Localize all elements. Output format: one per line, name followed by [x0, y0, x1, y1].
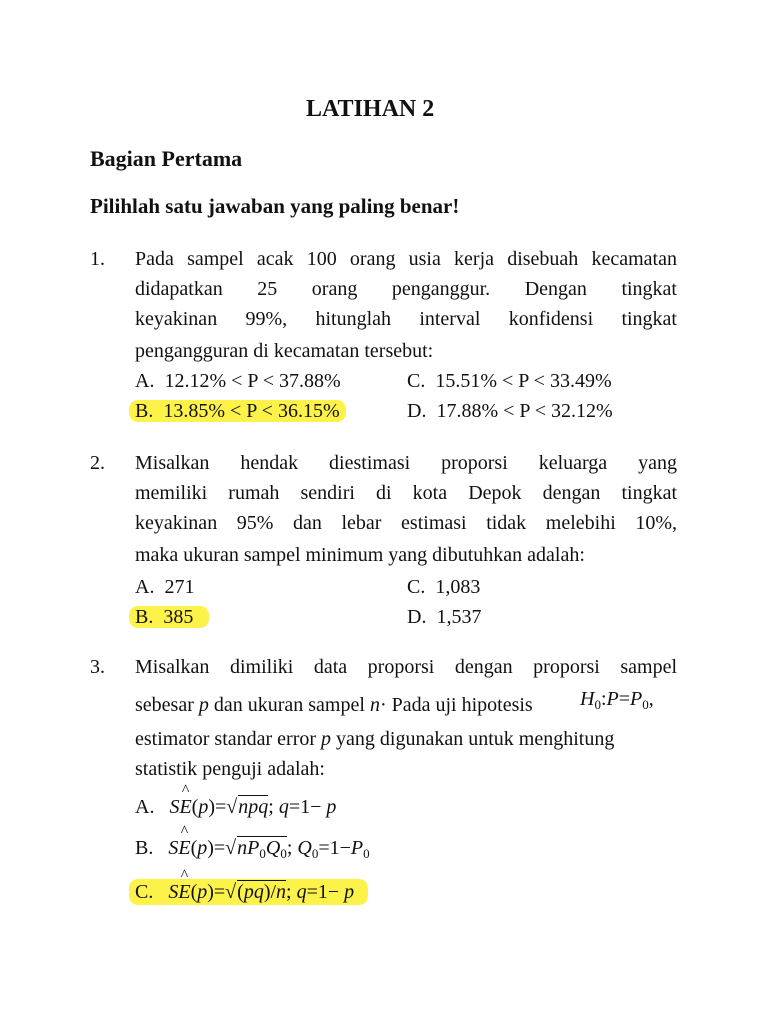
option-label: C. [407, 576, 426, 598]
question-text-line: Pada sampel acak 100 orang usia kerja disebuah kecamatan [135, 248, 677, 270]
option-text: 271 [164, 576, 195, 598]
answer-option-b[interactable] [135, 836, 370, 862]
option-label: B. [135, 606, 154, 628]
question-text-line: memiliki rumah sendiri di kota Depok dengan tingkat [135, 482, 677, 504]
option-text: 385 [163, 606, 194, 628]
question-text-line: Misalkan dimiliki data proporsi dengan proporsi sampel [135, 656, 677, 678]
question-text-line: keyakinan 99%, hitunglah interval konfidensi tingkat [135, 308, 677, 330]
option-label: A. [135, 576, 155, 598]
answer-option-a[interactable] [135, 572, 194, 602]
option-label: B. [135, 837, 154, 859]
option-text: 13.85% < P < 36.15% [163, 400, 340, 422]
question-text-line: maka ukuran sampel minimum yang dibutuhkan adalah: [135, 544, 585, 566]
answer-option-d[interactable] [407, 396, 613, 426]
page-title: LATIHAN 2 [306, 96, 435, 122]
question-text-line: Misalkan hendak diestimasi proporsi keluarga yang [135, 452, 677, 474]
option-text: 15.51% < P < 33.49% [435, 370, 612, 392]
option-label: D. [407, 400, 427, 422]
question-text-line: statistik penguji adalah: [135, 758, 325, 780]
option-text: 17.88% < P < 32.12% [436, 400, 613, 422]
text-fragment: estimator standar error [135, 728, 317, 750]
text-fragment: Pada uji hipotesis [391, 694, 533, 716]
question-text-line: didapatkan 25 orang penganggur. Dengan tingkat [135, 278, 677, 300]
question-number: 1. [90, 248, 105, 270]
answer-option-a[interactable] [135, 795, 336, 819]
symbol-p: p [198, 694, 209, 716]
option-text: 12.12% < P < 37.88% [164, 370, 341, 392]
symbol-p: p [321, 728, 332, 750]
instruction-text: Pilihlah satu jawaban yang paling benar! [90, 194, 460, 218]
option-label: C. [135, 881, 154, 903]
answer-option-c[interactable] [407, 366, 612, 396]
answer-option-c[interactable] [407, 572, 480, 602]
text-fragment: yang digunakan untuk menghitung [336, 728, 615, 750]
highlighted-answer [129, 606, 209, 628]
question-number: 2. [90, 452, 105, 474]
option-label: C. [407, 370, 426, 392]
option-label: D. [407, 606, 427, 628]
question-text-line [135, 724, 614, 754]
question-number: 3. [90, 656, 105, 678]
answer-option-a[interactable] [135, 366, 341, 396]
highlighted-answer [129, 400, 346, 422]
option-label: A. [135, 796, 155, 818]
option-label: B. [135, 400, 154, 422]
highlighted-answer [129, 879, 368, 905]
answer-option-b[interactable] [135, 602, 209, 632]
formula: S^ E(p)=√(pq)/n; q=1− p [168, 881, 354, 903]
symbol-n: n [369, 694, 380, 716]
formula: S^ E(p)=√npq; q=1− p [169, 796, 336, 818]
question-text-line: pengangguran di kecamatan tersebut: [135, 340, 434, 362]
answer-option-c[interactable] [135, 880, 368, 904]
section-heading: Bagian Pertama [90, 146, 243, 171]
option-label: A. [135, 370, 155, 392]
hypothesis-formula: $H_0:P=P_0$, [580, 688, 654, 712]
question-text-line: sebesar p dan ukuran sampel n· Pada uji hipotesis [135, 694, 533, 716]
question-text-line: keyakinan 95% dan lebar estimasi tidak melebihi 10%, [135, 512, 677, 534]
text-fragment: dan ukuran sampel [213, 694, 365, 716]
option-text: 1,083 [435, 576, 481, 598]
answer-option-b[interactable] [135, 396, 346, 426]
text-fragment: sebesar [135, 694, 194, 716]
option-text: 1,537 [436, 606, 482, 628]
answer-option-d[interactable] [407, 602, 481, 632]
formula: S^ $E(p)=√nP_0Q_0$; $Q_0=1-P_0$ [168, 837, 369, 859]
